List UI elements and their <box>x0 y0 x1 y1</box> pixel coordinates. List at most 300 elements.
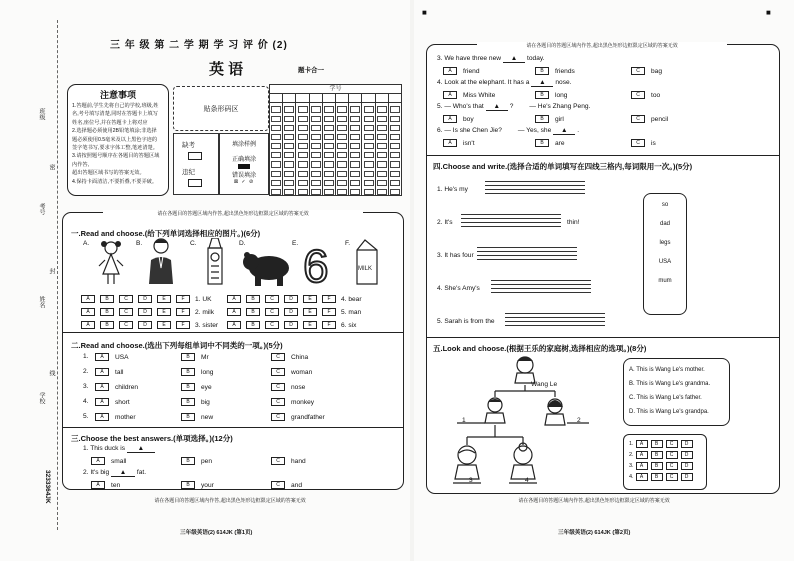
id-digit-bubble[interactable] <box>364 134 374 140</box>
option-f-bubble[interactable]: F <box>322 295 336 303</box>
option-b-bubble[interactable]: B <box>100 295 114 303</box>
id-column[interactable] <box>310 94 323 195</box>
option-e-bubble[interactable]: E <box>303 295 317 303</box>
id-digit-bubble[interactable] <box>311 116 321 122</box>
option-a-bubble[interactable]: A <box>443 91 457 99</box>
id-digit-bubble[interactable] <box>350 125 360 131</box>
option-a-bubble[interactable]: A <box>91 457 105 465</box>
option-c-bubble[interactable]: C <box>271 481 285 489</box>
section-1-word: 6. six <box>341 321 357 329</box>
answer-row-number: 2. <box>629 452 634 458</box>
question-option <box>631 139 656 147</box>
id-digit-bubble[interactable] <box>271 116 281 122</box>
option-c-bubble[interactable]: C <box>631 67 645 75</box>
id-column[interactable] <box>283 94 296 195</box>
option-f-bubble[interactable]: F <box>176 321 190 329</box>
fill-wrong-label: 错误填涂 <box>231 173 256 179</box>
writing-line[interactable] <box>491 292 591 293</box>
option-word: isn't <box>463 139 475 147</box>
option-word: long <box>555 91 568 99</box>
id-digit-bubble[interactable] <box>350 161 360 167</box>
option-a-bubble[interactable]: A <box>636 473 648 481</box>
option-c-bubble[interactable]: C <box>271 383 285 391</box>
id-write-cell[interactable] <box>270 94 282 103</box>
id-write-cell[interactable] <box>336 94 348 103</box>
id-digit-bubble[interactable] <box>350 152 360 158</box>
id-digit-bubble[interactable] <box>324 143 334 149</box>
id-digit-bubble[interactable] <box>311 134 321 140</box>
section-3-option <box>91 457 126 465</box>
grandma-figure <box>511 443 535 479</box>
notes-list <box>68 101 168 187</box>
option-f-bubble[interactable]: F <box>322 308 336 316</box>
option-b-bubble[interactable]: B <box>181 398 195 406</box>
id-digit-bubble[interactable] <box>324 134 334 140</box>
id-digit-bubble[interactable] <box>390 125 400 131</box>
id-digit-bubble[interactable] <box>311 189 321 195</box>
id-digit-bubble[interactable] <box>324 116 334 122</box>
option-b-bubble[interactable]: B <box>246 308 260 316</box>
option-b-bubble[interactable]: B <box>535 115 549 123</box>
writing-line[interactable] <box>505 313 605 314</box>
absent-label: 缺考 <box>182 142 195 149</box>
id-digit-bubble[interactable] <box>324 189 334 195</box>
fill-correct-label: 正确填涂 <box>231 157 256 163</box>
section-2-word: grandfather <box>291 413 325 421</box>
option-d-bubble[interactable]: D <box>681 473 693 481</box>
side-label-school: 学校 <box>38 392 44 404</box>
id-digit-bubble[interactable] <box>364 171 374 177</box>
id-digit-bubble[interactable] <box>311 171 321 177</box>
id-column[interactable] <box>336 94 349 195</box>
id-digit-bubble[interactable] <box>311 180 321 186</box>
option-b-bubble[interactable]: B <box>535 91 549 99</box>
option-c-bubble[interactable]: C <box>265 295 279 303</box>
section-5-answer-row <box>629 461 701 472</box>
section-5-option: B. This is Wang Le's grandma. <box>629 381 711 387</box>
section-2-word: big <box>201 398 210 406</box>
id-digit-bubble[interactable] <box>337 106 347 112</box>
option-a-bubble[interactable]: A <box>636 462 648 470</box>
section-2-word: monkey <box>291 398 315 406</box>
id-digit-bubble[interactable] <box>271 180 281 186</box>
id-digit-bubble[interactable] <box>364 161 374 167</box>
id-digit-bubble[interactable] <box>324 152 334 158</box>
grandpa-figure <box>455 446 479 479</box>
id-digit-bubble[interactable] <box>390 161 400 167</box>
section-5-answer-row <box>629 472 701 483</box>
option-a-bubble[interactable]: A <box>636 451 648 459</box>
option-e-bubble[interactable]: E <box>303 321 317 329</box>
section-2-number: 1. <box>83 353 89 360</box>
id-column[interactable] <box>389 94 401 195</box>
id-digit-bubble[interactable] <box>298 106 308 112</box>
section-1-word: 1. UK <box>195 295 212 303</box>
id-digit-bubble[interactable] <box>364 125 374 131</box>
section-1-item <box>81 295 212 303</box>
writing-line[interactable] <box>461 214 561 215</box>
id-digit-bubble[interactable] <box>364 189 374 195</box>
writing-line[interactable] <box>505 325 605 326</box>
id-digit-bubble[interactable] <box>337 171 347 177</box>
id-digit-bubble[interactable] <box>390 189 400 195</box>
id-digit-bubble[interactable] <box>284 189 294 195</box>
option-b-bubble[interactable]: B <box>246 295 260 303</box>
section-2-option <box>271 353 308 361</box>
option-d-bubble[interactable]: D <box>681 462 693 470</box>
id-write-cell[interactable] <box>296 94 308 103</box>
writing-line[interactable] <box>505 317 605 318</box>
section-2-number: 2. <box>83 368 89 375</box>
option-a-bubble[interactable]: A <box>81 321 95 329</box>
discipline-checkbox[interactable] <box>188 179 202 187</box>
id-digit-bubble[interactable] <box>337 125 347 131</box>
id-digit-bubble[interactable] <box>284 143 294 149</box>
option-a-bubble[interactable]: A <box>95 368 109 376</box>
id-digit-bubble[interactable] <box>364 116 374 122</box>
option-b-bubble[interactable]: B <box>181 457 195 465</box>
writing-line[interactable] <box>477 247 577 248</box>
option-d-bubble[interactable]: D <box>284 321 298 329</box>
option-c-bubble[interactable]: C <box>666 473 678 481</box>
id-digit-bubble[interactable] <box>390 180 400 186</box>
id-digit-bubble[interactable] <box>298 134 308 140</box>
absent-box <box>173 133 219 195</box>
id-digit-bubble[interactable] <box>284 116 294 122</box>
notes-line: 超出答题区域书写的答案无效。 <box>72 170 145 177</box>
option-f-bubble[interactable]: F <box>322 321 336 329</box>
question-text: 4. Look at the elephant. It has a <box>437 79 530 86</box>
pic-letter-f: F. <box>345 240 351 247</box>
id-digit-bubble[interactable] <box>337 189 347 195</box>
id-digit-bubble[interactable] <box>350 143 360 149</box>
option-b-bubble[interactable]: B <box>100 321 114 329</box>
writing-line[interactable] <box>485 185 585 186</box>
id-digit-bubble[interactable] <box>311 106 321 112</box>
option-b-bubble[interactable]: B <box>651 451 663 459</box>
id-column[interactable] <box>349 94 362 195</box>
section-2-option <box>181 353 209 361</box>
section-1-word: 4. bear <box>341 295 362 303</box>
writing-line[interactable] <box>461 218 561 219</box>
id-digit-bubble[interactable] <box>271 161 281 167</box>
option-c-bubble[interactable]: C <box>271 457 285 465</box>
id-digit-bubble[interactable] <box>390 171 400 177</box>
option-f-bubble[interactable]: F <box>176 295 190 303</box>
section-2-word: USA <box>115 353 129 361</box>
option-d-bubble[interactable]: D <box>138 295 152 303</box>
id-digit-bubble[interactable] <box>298 125 308 131</box>
section-2-option <box>95 398 130 406</box>
answer-area-page-1 <box>62 212 404 490</box>
answer-blank: ▲ <box>531 79 553 87</box>
option-c-bubble[interactable]: C <box>666 462 678 470</box>
option-c-bubble[interactable]: C <box>271 413 285 421</box>
section-2-option <box>95 413 136 421</box>
section-2-title: 二.Read and choose.(选出下列每组单词中不同类的一项。)(5分) <box>71 341 283 350</box>
id-digit-bubble[interactable] <box>377 116 387 122</box>
option-a-bubble[interactable]: A <box>95 353 109 361</box>
option-a-bubble[interactable]: A <box>81 308 95 316</box>
option-a-bubble[interactable]: A <box>227 321 241 329</box>
option-e-bubble[interactable]: E <box>157 308 171 316</box>
question-option <box>631 67 662 75</box>
option-c-bubble[interactable]: C <box>265 308 279 316</box>
id-digit-bubble[interactable] <box>350 171 360 177</box>
section-3-word: your <box>201 481 214 489</box>
id-digit-bubble[interactable] <box>298 180 308 186</box>
writing-line[interactable] <box>491 284 591 285</box>
id-digit-bubble[interactable] <box>284 152 294 158</box>
section-2-word: new <box>201 413 214 421</box>
id-digit-bubble[interactable] <box>377 134 387 140</box>
option-a-bubble[interactable]: A <box>443 115 457 123</box>
writing-line[interactable] <box>477 259 577 260</box>
id-digit-bubble[interactable] <box>271 152 281 158</box>
option-b-bubble[interactable]: B <box>535 67 549 75</box>
option-c-bubble[interactable]: C <box>666 451 678 459</box>
id-write-cell[interactable] <box>389 94 401 103</box>
id-digit-bubble[interactable] <box>337 116 347 122</box>
option-c-bubble[interactable]: C <box>271 368 285 376</box>
student-id-columns[interactable] <box>270 94 401 195</box>
option-c-bubble[interactable]: C <box>631 139 645 147</box>
id-digit-bubble[interactable] <box>324 106 334 112</box>
id-digit-bubble[interactable] <box>377 189 387 195</box>
writing-line[interactable] <box>485 193 585 194</box>
option-c-bubble[interactable]: C <box>265 321 279 329</box>
id-digit-bubble[interactable] <box>324 180 334 186</box>
writing-line[interactable] <box>477 255 577 256</box>
id-digit-bubble[interactable] <box>390 143 400 149</box>
id-digit-bubble[interactable] <box>377 171 387 177</box>
id-digit-bubble[interactable] <box>311 161 321 167</box>
id-column[interactable] <box>270 94 283 195</box>
answer-sheet-page-2 <box>414 0 794 561</box>
id-digit-bubble[interactable] <box>390 106 400 112</box>
word-bank-item: dad <box>659 221 670 227</box>
question-end: . <box>577 127 580 134</box>
id-digit-bubble[interactable] <box>337 161 347 167</box>
id-column[interactable] <box>362 94 375 195</box>
option-a-bubble[interactable]: A <box>95 383 109 391</box>
id-write-cell[interactable] <box>323 94 335 103</box>
corner-mark-left: ■ <box>422 8 427 17</box>
option-b-bubble[interactable]: B <box>181 353 195 361</box>
student-id-grid <box>269 84 402 196</box>
id-digit-bubble[interactable] <box>350 180 360 186</box>
option-a-bubble[interactable]: A <box>636 440 648 448</box>
section-2-word: China <box>291 353 309 361</box>
option-e-bubble[interactable]: E <box>157 295 171 303</box>
option-c-bubble[interactable]: C <box>119 321 133 329</box>
option-b-bubble[interactable]: B <box>651 440 663 448</box>
id-digit-bubble[interactable] <box>284 125 294 131</box>
section-4-end: thin! <box>567 219 580 226</box>
id-digit-bubble[interactable] <box>271 106 281 112</box>
option-a-bubble[interactable]: A <box>91 481 105 489</box>
id-digit-bubble[interactable] <box>271 189 281 195</box>
section-3-option <box>181 481 214 489</box>
section-3-word: pen <box>201 457 213 465</box>
id-digit-bubble[interactable] <box>298 152 308 158</box>
id-digit-bubble[interactable] <box>350 134 360 140</box>
writing-line[interactable] <box>461 226 561 227</box>
id-digit-bubble[interactable] <box>298 161 308 167</box>
id-digit-bubble[interactable] <box>337 134 347 140</box>
tree-number-2: 2 <box>577 417 581 424</box>
writing-line[interactable] <box>491 288 591 289</box>
id-digit-bubble[interactable] <box>271 171 281 177</box>
section-divider-3 <box>427 155 779 156</box>
option-d-bubble[interactable]: D <box>284 295 298 303</box>
section-1-item <box>81 308 214 316</box>
option-a-bubble[interactable]: A <box>95 398 109 406</box>
id-digit-bubble[interactable] <box>298 143 308 149</box>
option-d-bubble[interactable]: D <box>681 440 693 448</box>
id-digit-bubble[interactable] <box>311 143 321 149</box>
option-b-bubble[interactable]: B <box>651 462 663 470</box>
father-figure <box>485 398 505 423</box>
question-option <box>443 67 480 75</box>
id-digit-bubble[interactable] <box>324 161 334 167</box>
option-a-bubble[interactable]: A <box>81 295 95 303</box>
id-digit-bubble[interactable] <box>311 125 321 131</box>
id-digit-bubble[interactable] <box>390 134 400 140</box>
id-column[interactable] <box>376 94 389 195</box>
id-write-cell[interactable] <box>310 94 322 103</box>
id-column[interactable] <box>296 94 309 195</box>
section-5-option: A. This is Wang Le's mother. <box>629 367 705 373</box>
writing-line[interactable] <box>461 222 561 223</box>
id-write-cell[interactable] <box>362 94 374 103</box>
id-digit-bubble[interactable] <box>271 125 281 131</box>
option-a-bubble[interactable]: A <box>227 308 241 316</box>
card-type-label: 题卡合一 <box>298 67 324 74</box>
option-d-bubble[interactable]: D <box>138 321 152 329</box>
question-q6 <box>437 127 579 135</box>
id-digit-bubble[interactable] <box>284 161 294 167</box>
id-digit-bubble[interactable] <box>311 152 321 158</box>
option-d-bubble[interactable]: D <box>681 451 693 459</box>
section-2-number: 3. <box>83 383 89 390</box>
id-digit-bubble[interactable] <box>298 189 308 195</box>
absent-checkbox[interactable] <box>188 152 202 160</box>
id-digit-bubble[interactable] <box>364 180 374 186</box>
section-5-options-box <box>623 358 730 426</box>
id-digit-bubble[interactable] <box>298 171 308 177</box>
id-write-cell[interactable] <box>283 94 295 103</box>
id-digit-bubble[interactable] <box>271 134 281 140</box>
option-a-bubble[interactable]: A <box>227 295 241 303</box>
section-1-pictures <box>63 238 403 293</box>
id-digit-bubble[interactable] <box>377 125 387 131</box>
id-column[interactable] <box>323 94 336 195</box>
writing-line[interactable] <box>491 280 591 281</box>
option-a-bubble[interactable]: A <box>95 413 109 421</box>
writing-line[interactable] <box>485 181 585 182</box>
id-digit-bubble[interactable] <box>377 152 387 158</box>
id-digit-bubble[interactable] <box>377 106 387 112</box>
id-digit-bubble[interactable] <box>284 106 294 112</box>
option-c-bubble[interactable]: C <box>271 398 285 406</box>
id-digit-bubble[interactable] <box>377 161 387 167</box>
option-c-bubble[interactable]: C <box>631 91 645 99</box>
section-4-prompt: 4. She's Amy's <box>437 285 480 292</box>
id-digit-bubble[interactable] <box>377 143 387 149</box>
option-b-bubble[interactable]: B <box>181 481 195 489</box>
id-digit-bubble[interactable] <box>377 180 387 186</box>
id-digit-bubble[interactable] <box>337 152 347 158</box>
option-c-bubble[interactable]: C <box>666 440 678 448</box>
tree-number-4: 4 <box>525 477 529 484</box>
notes-line: 签字笔书写,要求字体工整,笔迹清楚。 <box>72 145 158 152</box>
id-digit-bubble[interactable] <box>337 143 347 149</box>
id-digit-bubble[interactable] <box>298 116 308 122</box>
option-c-bubble[interactable]: C <box>119 295 133 303</box>
id-digit-bubble[interactable] <box>271 143 281 149</box>
id-digit-bubble[interactable] <box>350 106 360 112</box>
id-digit-bubble[interactable] <box>337 180 347 186</box>
option-b-bubble[interactable]: B <box>100 308 114 316</box>
word-bank-item: USA <box>658 259 672 265</box>
option-d-bubble[interactable]: D <box>138 308 152 316</box>
section-2-option <box>95 383 138 391</box>
option-c-bubble[interactable]: C <box>271 353 285 361</box>
id-digit-bubble[interactable] <box>364 152 374 158</box>
option-b-bubble[interactable]: B <box>181 383 195 391</box>
id-digit-bubble[interactable] <box>284 180 294 186</box>
id-digit-bubble[interactable] <box>324 125 334 131</box>
writing-line[interactable] <box>477 251 577 252</box>
option-a-bubble[interactable]: A <box>443 139 457 147</box>
option-b-bubble[interactable]: B <box>246 321 260 329</box>
id-digit-bubble[interactable] <box>350 189 360 195</box>
option-d-bubble[interactable]: D <box>284 308 298 316</box>
section-2-option <box>95 368 123 376</box>
id-digit-bubble[interactable] <box>390 152 400 158</box>
id-digit-bubble[interactable] <box>350 116 360 122</box>
option-e-bubble[interactable]: E <box>157 321 171 329</box>
option-c-bubble[interactable]: C <box>631 115 645 123</box>
option-word: bag <box>651 67 663 75</box>
option-b-bubble[interactable]: B <box>181 413 195 421</box>
girl-picture <box>99 241 123 284</box>
id-write-cell[interactable] <box>349 94 361 103</box>
option-f-bubble[interactable]: F <box>176 308 190 316</box>
option-b-bubble[interactable]: B <box>535 139 549 147</box>
id-digit-bubble[interactable] <box>284 171 294 177</box>
banner-text: 请在各题目的答题区域内作答,超出黑色矩形边框限定区域的答案无效 <box>103 210 363 217</box>
id-digit-bubble[interactable] <box>324 171 334 177</box>
word-bank-item: legs <box>659 240 671 246</box>
id-digit-bubble[interactable] <box>364 106 374 112</box>
question-q3 <box>437 55 545 63</box>
id-digit-bubble[interactable] <box>364 143 374 149</box>
option-b-bubble[interactable]: B <box>651 473 663 481</box>
writing-line[interactable] <box>505 321 605 322</box>
side-mark-xian: 线 <box>48 370 54 376</box>
option-a-bubble[interactable]: A <box>443 67 457 75</box>
id-digit-bubble[interactable] <box>284 134 294 140</box>
option-c-bubble[interactable]: C <box>119 308 133 316</box>
option-e-bubble[interactable]: E <box>303 308 317 316</box>
option-b-bubble[interactable]: B <box>181 368 195 376</box>
id-write-cell[interactable] <box>376 94 388 103</box>
writing-line[interactable] <box>485 189 585 190</box>
section-1-word: 2. milk <box>195 308 215 316</box>
id-digit-bubble[interactable] <box>390 116 400 122</box>
